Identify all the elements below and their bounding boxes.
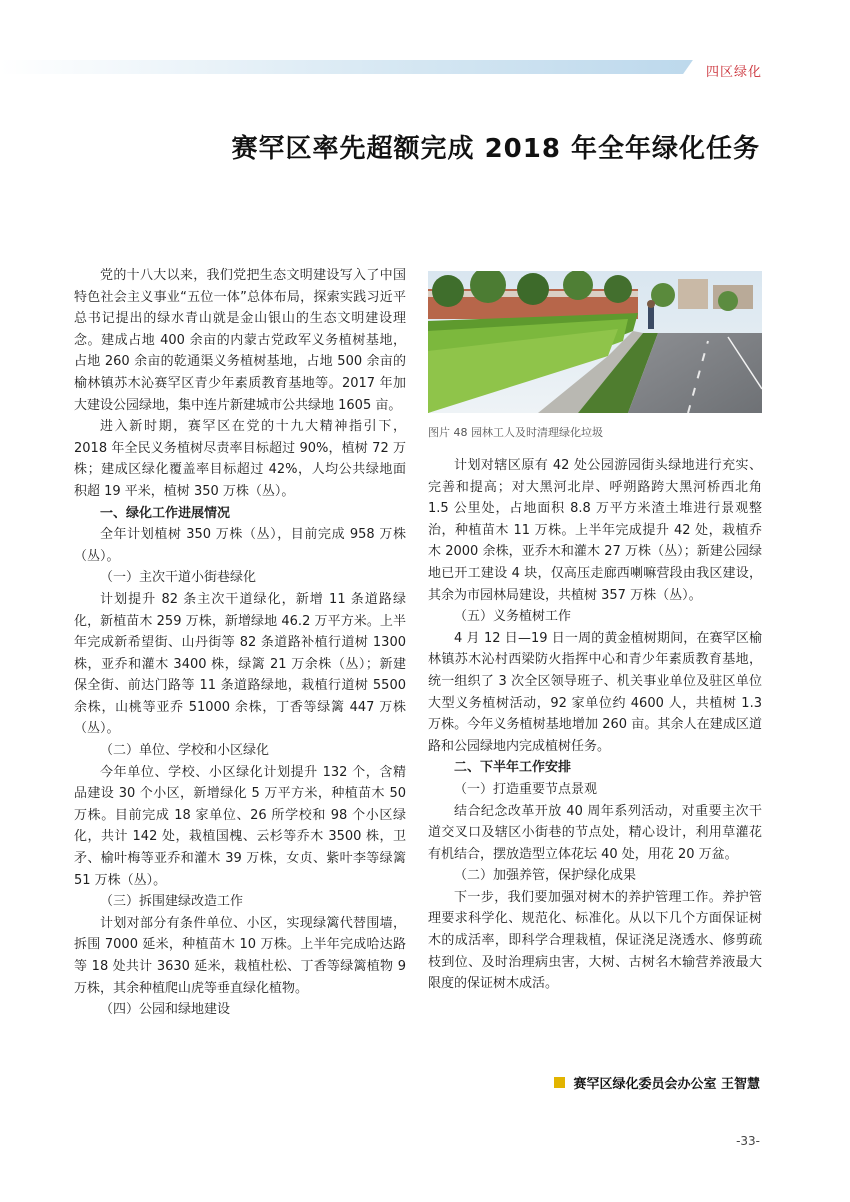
header-band bbox=[0, 60, 700, 74]
body-paragraph: 下一步，我们要加强对树木的养护管理工作。养护管理要求科学化、规范化、标准化。从以下几个方面保证树木的成活率，即科学合理栽植，保证浇足浇透水、修剪疏枝到位、及时治理病虫害，大树、古树名木输营养液最大限度的保证树木成活。 bbox=[428, 889, 762, 992]
body-paragraph: 计划提升 82 条主次干道绿化，新增 11 条道路绿化，新植苗木 259 万株，新增绿地 46.2 万平方米。上半年完成新希望街、山丹街等 82 条道路补植行道树 1300 株，亚乔和灌木 3400 株，绿篱 21 万余株（丛）；新建保全街、前达门路等 11 条道路绿地，栽植行道树 5500 余株，山桃等亚乔 51000 余株，丁香等绿篱 447 万株（丛）。 bbox=[74, 591, 406, 737]
street-greenery-photo bbox=[428, 271, 762, 413]
section-tag: 四区绿化 bbox=[705, 65, 762, 80]
author-name: 赛罕区绿化委员会办公室 王智慧 bbox=[573, 1077, 760, 1092]
body-paragraph: 结合纪念改革开放 40 周年系列活动，对重要主次干道交叉口及辖区小街巷的节点处，精心设计，利用草灌花有机结合，摆放造型立体花坛 40 处，用花 20 万盆。 bbox=[428, 803, 762, 862]
right-column bbox=[428, 455, 762, 995]
photo-caption: 图片 48 园林工人及时清理绿化垃圾 bbox=[428, 426, 603, 439]
author-line bbox=[554, 1073, 760, 1092]
section-heading: 二、下半年工作安排 bbox=[454, 760, 572, 776]
subsection-heading: （一）主次干道小街巷绿化 bbox=[100, 570, 257, 586]
subsection-heading: （五）义务植树工作 bbox=[454, 609, 572, 625]
subsection-heading: （二）单位、学校和小区绿化 bbox=[100, 743, 270, 759]
body-paragraph: 全年计划植树 350 万株（丛），目前完成 958 万株（丛）。 bbox=[74, 527, 406, 564]
section-heading: 一、绿化工作进展情况 bbox=[100, 505, 231, 521]
subsection-heading: （一）打造重要节点景观 bbox=[454, 781, 598, 797]
body-paragraph: 党的十八大以来，我们党把生态文明建设写入了中国特色社会主义事业“五位一体”总体布局，探索实践习近平总书记提出的绿水青山就是金山银山的生态文明建设理念。建成占地 400 余亩的内蒙古党政军义务植树基地，占地 260 余亩的乾通渠义务植树基地，占地 500 余亩的榆林镇苏木沁赛罕区青少年素质教育基地等。2017 年加大建设公园绿地，集中连片新建城市公共绿地 1605 亩。 bbox=[74, 268, 406, 413]
body-paragraph: 进入新时期，赛罕区在党的十九大精神指引下，2018 年全民义务植树尽责率目标超过 90%，植树 72 万株；建成区绿化覆盖率目标超过 42%，人均公共绿地面积超 19 平米，植树 350 万株（丛）。 bbox=[74, 419, 406, 499]
subsection-heading: （四）公园和绿地建设 bbox=[100, 1002, 231, 1018]
article-photo bbox=[428, 271, 762, 413]
subsection-heading: （二）加强养管，保护绿化成果 bbox=[454, 868, 637, 884]
page-number: -33- bbox=[736, 1134, 760, 1148]
author-marker-icon bbox=[554, 1077, 565, 1088]
article-title: 赛罕区率先超额完成 2018 年全年绿化任务 bbox=[231, 134, 760, 164]
subsection-heading: （三）拆围建绿改造工作 bbox=[100, 894, 244, 910]
body-paragraph: 今年单位、学校、小区绿化计划提升 132 个，含精品建设 30 个小区，新增绿化 5 万平方米，种植苗木 50 万株。目前完成 18 家单位、26 所学校和 98 个小区绿化，共计 142 处，栽植国槐、云杉等乔木 3500 株，卫矛、榆叶梅等亚乔和灌木 39 万株，女贞、紫叶李等绿篱 51 万株（丛）。 bbox=[74, 764, 406, 888]
body-paragraph: 计划对辖区原有 42 处公园游园街头绿地进行充实、完善和提高；对大黑河北岸、呼朔路跨大黑河桥西北角 1.5 公里处，占地面积 8.8 万平方米渣土堆进行景观整治，种植苗木 11 万株。上半年完成提升 42 处，栽植乔木 2000 余株，亚乔木和灌木 27 万株（丛）；新建公园绿地已开工建设 4 块，仅高压走廊西喇嘛营段由我区建设，其余为市园林局建设，共植树 357 万株（丛）。 bbox=[428, 458, 762, 603]
left-column bbox=[74, 265, 406, 1021]
body-paragraph: 4 月 12 日—19 日一周的黄金植树期间，在赛罕区榆林镇苏木沁村西梁防火指挥中心和青少年素质教育基地，统一组织了 3 次全区领导班子、机关事业单位及驻区单位大型义务植树活动，92 家单位约 4600 人，共植树 1.3 万株。今年义务植树基地增加 260 亩。其余人在建成区道路和公园绿地内完成植树任务。 bbox=[428, 630, 762, 754]
body-paragraph: 计划对部分有条件单位、小区，实现绿篱代替围墙，拆围 7000 延米，种植苗木 10 万株。上半年完成哈达路等 18 处共计 3630 延米，栽植杜松、丁香等绿篱植物 9 万株，其余种植爬山虎等垂直绿化植物。 bbox=[74, 915, 406, 996]
